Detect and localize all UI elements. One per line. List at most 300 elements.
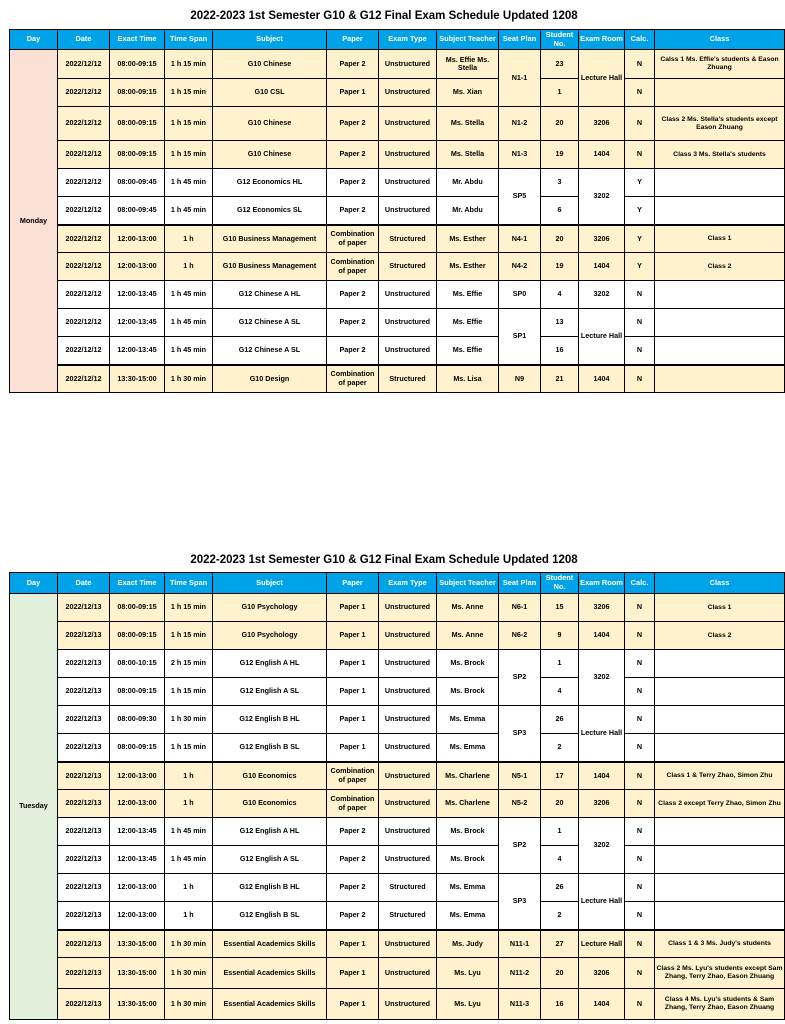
column-header: Seat Plan: [499, 30, 541, 50]
cell-student-no: 16: [541, 337, 579, 365]
cell-time-span: 1 h 15 min: [165, 79, 213, 107]
cell-exact-time: 08:00-09:15: [110, 678, 165, 706]
cell-subject: G10 Psychology: [213, 622, 327, 650]
cell-exam-room: Lecture Hall: [579, 50, 625, 107]
cell-subject: G10 Chinese: [213, 107, 327, 141]
cell-date: 2022/12/13: [58, 622, 110, 650]
cell-paper: Combination of paper: [327, 225, 379, 253]
cell-class: Class 1: [655, 225, 785, 253]
cell-teacher: Ms. Esther: [437, 225, 499, 253]
cell-time-span: 1 h 45 min: [165, 197, 213, 225]
cell-subject: G10 Business Management: [213, 253, 327, 281]
cell-student-no: 2: [541, 902, 579, 930]
cell-class: Class 3 Ms. Stella's students: [655, 141, 785, 169]
cell-teacher: Ms. Lyu: [437, 958, 499, 989]
cell-subject: G12 Chinese A HL: [213, 281, 327, 309]
cell-subject: G10 Chinese: [213, 141, 327, 169]
cell-calc: Y: [625, 197, 655, 225]
table-row: [10, 197, 785, 225]
cell-time-span: 1 h 45 min: [165, 818, 213, 846]
cell-paper: Paper 2: [327, 141, 379, 169]
cell-teacher: Ms. Effie Ms. Stella: [437, 50, 499, 79]
column-header: Calc.: [625, 30, 655, 50]
cell-subject: G12 Economics SL: [213, 197, 327, 225]
cell-date: 2022/12/12: [58, 50, 110, 79]
cell-exact-time: 12:00-13:00: [110, 253, 165, 281]
cell-date: 2022/12/13: [58, 902, 110, 930]
cell-exact-time: 08:00-10:15: [110, 650, 165, 678]
cell-subject: G12 English B SL: [213, 902, 327, 930]
cell-teacher: Ms. Stella: [437, 141, 499, 169]
cell-subject: Essential Academics Skills: [213, 958, 327, 989]
cell-time-span: 1 h: [165, 225, 213, 253]
cell-student-no: 20: [541, 790, 579, 818]
cell-subject: G12 English A HL: [213, 818, 327, 846]
cell-exact-time: 12:00-13:00: [110, 762, 165, 790]
column-header: Student No.: [541, 573, 579, 594]
cell-student-no: 4: [541, 846, 579, 874]
cell-seat-plan: SP3: [499, 706, 541, 762]
cell-student-no: 1: [541, 818, 579, 846]
cell-date: 2022/12/12: [58, 197, 110, 225]
cell-calc: N: [625, 734, 655, 762]
cell-teacher: Ms. Charlene: [437, 762, 499, 790]
cell-calc: N: [625, 846, 655, 874]
cell-calc: N: [625, 874, 655, 902]
cell-exam-room: Lecture Hall: [579, 309, 625, 365]
cell-teacher: Ms. Emma: [437, 706, 499, 734]
cell-exam-room: 3206: [579, 594, 625, 622]
cell-paper: Paper 1: [327, 958, 379, 989]
cell-class: [655, 902, 785, 930]
cell-exact-time: 13:30-15:00: [110, 989, 165, 1020]
tuesday-schedule-table: [9, 572, 785, 1020]
cell-date: 2022/12/12: [58, 79, 110, 107]
cell-exam-room: 1404: [579, 989, 625, 1020]
table-row: [10, 790, 785, 818]
cell-teacher: Ms. Emma: [437, 902, 499, 930]
cell-calc: N: [625, 141, 655, 169]
column-header: Exam Room: [579, 30, 625, 50]
cell-class: [655, 197, 785, 225]
table-row: [10, 50, 785, 79]
cell-class: Class 2 Ms. Stella's students except Eason Zhuang: [655, 107, 785, 141]
cell-class: Class 1 & Terry Zhao, Simon Zhu: [655, 762, 785, 790]
cell-paper: Paper 1: [327, 79, 379, 107]
cell-time-span: 1 h 45 min: [165, 846, 213, 874]
column-header: Time Span: [165, 30, 213, 50]
cell-student-no: 20: [541, 107, 579, 141]
cell-exam-room: 1404: [579, 365, 625, 393]
table-row: [10, 169, 785, 197]
cell-date: 2022/12/12: [58, 309, 110, 337]
column-header: Exact Time: [110, 573, 165, 594]
cell-subject: G12 English A HL: [213, 650, 327, 678]
cell-paper: Paper 2: [327, 197, 379, 225]
cell-class: [655, 650, 785, 678]
cell-student-no: 9: [541, 622, 579, 650]
cell-exact-time: 08:00-09:15: [110, 50, 165, 79]
cell-seat-plan: SP0: [499, 281, 541, 309]
cell-calc: N: [625, 365, 655, 393]
column-header: Exact Time: [110, 30, 165, 50]
cell-date: 2022/12/12: [58, 253, 110, 281]
cell-exact-time: 12:00-13:00: [110, 874, 165, 902]
cell-exam-type: Unstructured: [379, 622, 437, 650]
cell-date: 2022/12/13: [58, 930, 110, 958]
cell-student-no: 1: [541, 650, 579, 678]
cell-date: 2022/12/13: [58, 958, 110, 989]
cell-teacher: Mr. Abdu: [437, 197, 499, 225]
cell-exam-type: Unstructured: [379, 734, 437, 762]
cell-exam-room: 1404: [579, 762, 625, 790]
cell-seat-plan: N5-2: [499, 790, 541, 818]
table-row: [10, 734, 785, 762]
cell-calc: Y: [625, 169, 655, 197]
cell-time-span: 1 h 45 min: [165, 281, 213, 309]
table-row: [10, 650, 785, 678]
cell-exam-room: Lecture Hall: [579, 930, 625, 958]
cell-date: 2022/12/12: [58, 281, 110, 309]
cell-teacher: Ms. Brock: [437, 846, 499, 874]
cell-subject: G12 Economics HL: [213, 169, 327, 197]
column-header: Class: [655, 573, 785, 594]
cell-time-span: 1 h 15 min: [165, 622, 213, 650]
cell-exam-room: 3202: [579, 818, 625, 874]
cell-class: [655, 309, 785, 337]
cell-calc: N: [625, 50, 655, 79]
cell-exact-time: 08:00-09:15: [110, 79, 165, 107]
cell-student-no: 27: [541, 930, 579, 958]
cell-teacher: Ms. Brock: [437, 650, 499, 678]
column-header: Date: [58, 30, 110, 50]
cell-date: 2022/12/13: [58, 989, 110, 1020]
column-header: Subject: [213, 30, 327, 50]
cell-student-no: 19: [541, 141, 579, 169]
cell-class: [655, 874, 785, 902]
cell-exact-time: 12:00-13:45: [110, 309, 165, 337]
cell-teacher: Ms. Brock: [437, 818, 499, 846]
table-row: [10, 365, 785, 393]
table-row: [10, 902, 785, 930]
cell-student-no: 6: [541, 197, 579, 225]
cell-exam-type: Unstructured: [379, 989, 437, 1020]
cell-seat-plan: N11-2: [499, 958, 541, 989]
cell-date: 2022/12/13: [58, 790, 110, 818]
table-row: [10, 107, 785, 141]
cell-student-no: 20: [541, 225, 579, 253]
column-header: Paper: [327, 573, 379, 594]
cell-calc: N: [625, 762, 655, 790]
cell-teacher: Ms. Lisa: [437, 365, 499, 393]
cell-calc: N: [625, 594, 655, 622]
cell-class: Class 2 except Terry Zhao, Simon Zhu: [655, 790, 785, 818]
cell-exam-type: Unstructured: [379, 958, 437, 989]
table-row: [10, 253, 785, 281]
cell-teacher: Ms. Emma: [437, 734, 499, 762]
cell-class: Class 2: [655, 622, 785, 650]
cell-seat-plan: N11-1: [499, 930, 541, 958]
cell-exact-time: 12:00-13:45: [110, 818, 165, 846]
cell-class: Calss 1 Ms. Effie's students & Eason Zhuang: [655, 50, 785, 79]
cell-seat-plan: SP3: [499, 874, 541, 930]
column-header: Subject Teacher: [437, 30, 499, 50]
header-row: [10, 30, 785, 50]
cell-exam-type: Unstructured: [379, 79, 437, 107]
cell-seat-plan: N4-2: [499, 253, 541, 281]
table-row: [10, 678, 785, 706]
cell-exact-time: 13:30-15:00: [110, 958, 165, 989]
cell-seat-plan: SP2: [499, 818, 541, 874]
cell-subject: G10 Design: [213, 365, 327, 393]
cell-date: 2022/12/12: [58, 225, 110, 253]
cell-exam-room: 1404: [579, 141, 625, 169]
cell-class: [655, 169, 785, 197]
cell-paper: Paper 2: [327, 281, 379, 309]
cell-subject: G12 English B HL: [213, 874, 327, 902]
cell-paper: Paper 2: [327, 846, 379, 874]
cell-exact-time: 12:00-13:00: [110, 225, 165, 253]
cell-exam-type: Unstructured: [379, 706, 437, 734]
cell-paper: Paper 2: [327, 309, 379, 337]
cell-exam-type: Structured: [379, 253, 437, 281]
cell-seat-plan: N5-1: [499, 762, 541, 790]
cell-seat-plan: N1-3: [499, 141, 541, 169]
cell-date: 2022/12/13: [58, 650, 110, 678]
cell-class: [655, 79, 785, 107]
cell-subject: G12 English A SL: [213, 846, 327, 874]
cell-paper: Combination of paper: [327, 365, 379, 393]
cell-paper: Paper 1: [327, 650, 379, 678]
cell-class: Class 2: [655, 253, 785, 281]
cell-exact-time: 12:00-13:45: [110, 281, 165, 309]
cell-exact-time: 08:00-09:45: [110, 169, 165, 197]
cell-teacher: Ms. Effie: [437, 337, 499, 365]
cell-calc: N: [625, 281, 655, 309]
cell-exam-type: Unstructured: [379, 50, 437, 79]
cell-exam-type: Unstructured: [379, 169, 437, 197]
cell-class: [655, 337, 785, 365]
cell-time-span: 1 h 15 min: [165, 734, 213, 762]
cell-exam-type: Structured: [379, 225, 437, 253]
column-header: Day: [10, 573, 58, 594]
table-row: [10, 141, 785, 169]
cell-exact-time: 13:30-15:00: [110, 365, 165, 393]
cell-student-no: 21: [541, 365, 579, 393]
monday-title: 2022-2023 1st Semester G10 & G12 Final Exam Schedule Updated 1208: [190, 10, 578, 22]
table-row: [10, 958, 785, 989]
cell-calc: N: [625, 818, 655, 846]
cell-calc: N: [625, 622, 655, 650]
cell-date: 2022/12/13: [58, 734, 110, 762]
cell-calc: N: [625, 650, 655, 678]
cell-student-no: 2: [541, 734, 579, 762]
cell-paper: Paper 2: [327, 169, 379, 197]
column-header: Day: [10, 30, 58, 50]
cell-teacher: Ms. Effie: [437, 281, 499, 309]
table-row: [10, 79, 785, 107]
cell-exam-room: 3202: [579, 650, 625, 706]
cell-date: 2022/12/13: [58, 874, 110, 902]
cell-calc: Y: [625, 253, 655, 281]
cell-teacher: Ms. Anne: [437, 594, 499, 622]
cell-paper: Paper 2: [327, 337, 379, 365]
cell-class: [655, 678, 785, 706]
table-row: [10, 309, 785, 337]
cell-subject: G10 CSL: [213, 79, 327, 107]
cell-exam-room: 3206: [579, 790, 625, 818]
cell-class: [655, 706, 785, 734]
column-header: Exam Type: [379, 573, 437, 594]
cell-teacher: Ms. Effie: [437, 309, 499, 337]
cell-time-span: 1 h: [165, 874, 213, 902]
cell-date: 2022/12/13: [58, 594, 110, 622]
cell-student-no: 20: [541, 958, 579, 989]
cell-exact-time: 12:00-13:00: [110, 790, 165, 818]
cell-class: [655, 365, 785, 393]
cell-paper: Combination of paper: [327, 762, 379, 790]
cell-calc: Y: [625, 225, 655, 253]
cell-exam-type: Structured: [379, 365, 437, 393]
cell-time-span: 1 h 15 min: [165, 50, 213, 79]
cell-student-no: 4: [541, 678, 579, 706]
table-row: [10, 225, 785, 253]
cell-time-span: 1 h 45 min: [165, 169, 213, 197]
cell-date: 2022/12/12: [58, 365, 110, 393]
cell-seat-plan: SP2: [499, 650, 541, 706]
column-header: Calc.: [625, 573, 655, 594]
cell-class: [655, 281, 785, 309]
cell-exam-type: Unstructured: [379, 762, 437, 790]
table-row: [10, 930, 785, 958]
cell-seat-plan: N4-1: [499, 225, 541, 253]
cell-paper: Paper 1: [327, 594, 379, 622]
cell-teacher: Ms. Stella: [437, 107, 499, 141]
cell-student-no: 17: [541, 762, 579, 790]
cell-subject: G10 Psychology: [213, 594, 327, 622]
cell-exam-type: Structured: [379, 874, 437, 902]
cell-time-span: 1 h 30 min: [165, 958, 213, 989]
cell-subject: G12 English B HL: [213, 706, 327, 734]
cell-exam-room: Lecture Hall: [579, 706, 625, 762]
cell-student-no: 26: [541, 874, 579, 902]
cell-calc: N: [625, 902, 655, 930]
cell-teacher: Ms. Judy: [437, 930, 499, 958]
cell-time-span: 1 h 15 min: [165, 107, 213, 141]
cell-calc: N: [625, 309, 655, 337]
cell-time-span: 1 h 15 min: [165, 141, 213, 169]
cell-student-no: 1: [541, 79, 579, 107]
cell-paper: Paper 1: [327, 622, 379, 650]
cell-exact-time: 08:00-09:15: [110, 107, 165, 141]
cell-exact-time: 08:00-09:15: [110, 141, 165, 169]
cell-time-span: 1 h 30 min: [165, 706, 213, 734]
cell-teacher: Ms. Emma: [437, 874, 499, 902]
cell-calc: N: [625, 930, 655, 958]
cell-exam-type: Unstructured: [379, 790, 437, 818]
cell-exam-type: Unstructured: [379, 107, 437, 141]
cell-calc: N: [625, 989, 655, 1020]
cell-exam-type: Unstructured: [379, 594, 437, 622]
cell-paper: Paper 1: [327, 678, 379, 706]
cell-student-no: 15: [541, 594, 579, 622]
cell-paper: Paper 1: [327, 989, 379, 1020]
cell-subject: G10 Chinese: [213, 50, 327, 79]
column-header: Subject: [213, 573, 327, 594]
cell-calc: N: [625, 958, 655, 989]
cell-student-no: 23: [541, 50, 579, 79]
cell-exam-type: Unstructured: [379, 818, 437, 846]
cell-exam-room: 3202: [579, 281, 625, 309]
cell-teacher: Ms. Xian: [437, 79, 499, 107]
table-row: [10, 594, 785, 622]
cell-student-no: 13: [541, 309, 579, 337]
cell-paper: Paper 2: [327, 874, 379, 902]
cell-teacher: Ms. Anne: [437, 622, 499, 650]
cell-exam-type: Structured: [379, 902, 437, 930]
cell-paper: Paper 1: [327, 706, 379, 734]
cell-exact-time: 13:30-15:00: [110, 930, 165, 958]
cell-exact-time: 12:00-13:45: [110, 337, 165, 365]
cell-teacher: Ms. Brock: [437, 678, 499, 706]
table-row: [10, 622, 785, 650]
cell-class: [655, 846, 785, 874]
cell-subject: G12 Chinese A SL: [213, 309, 327, 337]
table-row: [10, 706, 785, 734]
column-header: Student No.: [541, 30, 579, 50]
cell-exam-room: 3206: [579, 958, 625, 989]
cell-class: Class 2 Ms. Lyu's students except Sam Zhang, Terry Zhao, Eason Zhuang: [655, 958, 785, 989]
cell-class: [655, 818, 785, 846]
column-header: Class: [655, 30, 785, 50]
cell-seat-plan: N6-1: [499, 594, 541, 622]
cell-teacher: Ms. Esther: [437, 253, 499, 281]
cell-exam-room: 3206: [579, 225, 625, 253]
header-row: [10, 573, 785, 594]
cell-class: Class 1: [655, 594, 785, 622]
cell-exact-time: 08:00-09:15: [110, 594, 165, 622]
cell-student-no: 3: [541, 169, 579, 197]
cell-exact-time: 08:00-09:30: [110, 706, 165, 734]
column-header: Subject Teacher: [437, 573, 499, 594]
cell-time-span: 1 h: [165, 253, 213, 281]
table-row: [10, 846, 785, 874]
cell-exam-type: Unstructured: [379, 281, 437, 309]
cell-date: 2022/12/13: [58, 706, 110, 734]
cell-subject: G10 Economics: [213, 762, 327, 790]
cell-calc: N: [625, 337, 655, 365]
cell-exam-type: Unstructured: [379, 337, 437, 365]
cell-class: Class 1 & 3 Ms. Judy's students: [655, 930, 785, 958]
table-row: [10, 762, 785, 790]
cell-time-span: 1 h: [165, 902, 213, 930]
cell-time-span: 1 h: [165, 790, 213, 818]
cell-date: 2022/12/13: [58, 818, 110, 846]
table-row: [10, 337, 785, 365]
cell-paper: Combination of paper: [327, 790, 379, 818]
cell-exam-type: Unstructured: [379, 309, 437, 337]
column-header: Paper: [327, 30, 379, 50]
cell-student-no: 4: [541, 281, 579, 309]
cell-seat-plan: N6-2: [499, 622, 541, 650]
cell-seat-plan: N11-3: [499, 989, 541, 1020]
cell-seat-plan: N9: [499, 365, 541, 393]
table-row: [10, 989, 785, 1020]
cell-paper: Paper 1: [327, 734, 379, 762]
cell-calc: N: [625, 706, 655, 734]
cell-calc: N: [625, 107, 655, 141]
cell-exact-time: 08:00-09:15: [110, 734, 165, 762]
